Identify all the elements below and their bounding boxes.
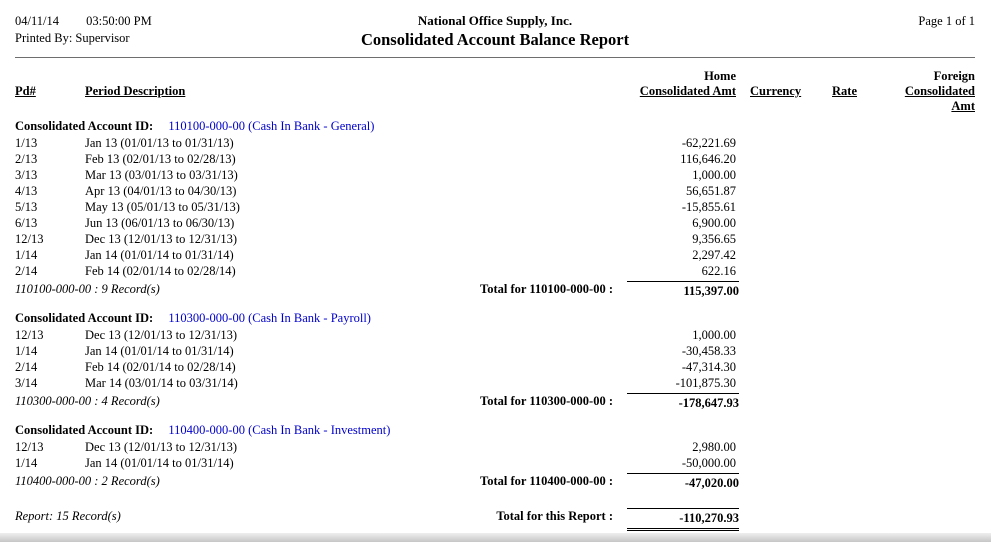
period-cell: 2/14 <box>15 264 38 278</box>
period-description-cell: Jan 14 (01/01/14 to 01/31/14) <box>85 456 234 470</box>
period-description-cell: Dec 13 (12/01/13 to 12/31/13) <box>85 328 238 342</box>
printed-by-value: Supervisor <box>75 31 130 45</box>
header-divider <box>15 57 975 58</box>
period-description-cell: Apr 13 (04/01/13 to 04/30/13) <box>85 184 237 198</box>
period-cell: 6/13 <box>15 216 38 230</box>
period-cell: 12/13 <box>15 232 44 246</box>
section-record-count: 110400-000-00 : 2 Record(s) <box>15 474 160 488</box>
col-pd-header: Pd# <box>15 84 36 98</box>
report-date: 04/11/14 <box>15 14 59 28</box>
col-foreign-consolidated-amt-header: Consolidated Amt <box>904 84 975 113</box>
table-row <box>15 151 975 167</box>
account-section <box>15 117 975 300</box>
table-row <box>15 167 975 183</box>
home-amount-cell: -62,221.69 <box>681 136 736 150</box>
home-amount-cell: 1,000.00 <box>692 168 736 182</box>
period-description-cell: Jun 13 (06/01/13 to 06/30/13) <box>85 216 235 230</box>
period-description-cell: Mar 14 (03/01/14 to 03/31/14) <box>85 376 238 390</box>
home-amount-cell: 622.16 <box>701 264 736 278</box>
table-row <box>15 263 975 279</box>
column-headers <box>15 69 975 114</box>
col-home-consolidated-amt-header: Consolidated Amt <box>639 84 736 98</box>
period-description-cell: Feb 14 (02/01/14 to 02/28/14) <box>85 264 236 278</box>
home-amount-cell: 6,900.00 <box>692 216 736 230</box>
period-cell: 1/13 <box>15 136 38 150</box>
table-row <box>15 231 975 247</box>
period-cell: 4/13 <box>15 184 38 198</box>
home-amount-cell: 2,980.00 <box>692 440 736 454</box>
report-record-count: Report: 15 Record(s) <box>15 509 121 523</box>
period-cell: 1/14 <box>15 344 38 358</box>
home-amount-cell: -15,855.61 <box>681 200 736 214</box>
home-amount-cell: 56,651.87 <box>686 184 736 198</box>
period-cell: 2/14 <box>15 360 38 374</box>
section-total-amount: 115,397.00 <box>627 281 750 300</box>
col-currency-header: Currency <box>750 84 802 98</box>
col-home-header: Home <box>704 69 736 83</box>
section-total-label: Total for 110100-000-00 : <box>480 282 613 296</box>
home-amount-cell: -50,000.00 <box>681 456 736 470</box>
period-description-cell: May 13 (05/01/13 to 05/31/13) <box>85 200 240 214</box>
company-name: National Office Supply, Inc. <box>417 13 573 28</box>
section-record-count: 110300-000-00 : 4 Record(s) <box>15 394 160 408</box>
account-id-label: Consolidated Account ID: <box>15 311 154 325</box>
period-cell: 12/13 <box>15 440 44 454</box>
section-record-count: 110100-000-00 : 9 Record(s) <box>15 282 160 296</box>
table-row <box>15 439 975 455</box>
section-total-amount: -178,647.93 <box>627 393 750 412</box>
report-header <box>15 13 975 50</box>
table-row <box>15 327 975 343</box>
period-description-cell: Dec 13 (12/01/13 to 12/31/13) <box>85 440 238 454</box>
section-total-label: Total for 110300-000-00 : <box>480 394 613 408</box>
home-amount-cell: -101,875.30 <box>675 376 736 390</box>
viewport-bottom-strip <box>0 533 991 542</box>
printed-by-label: Printed By: <box>15 31 73 45</box>
account-id-link[interactable]: 110300-000-00 (Cash In Bank - Payroll) <box>168 311 371 325</box>
period-description-cell: Feb 13 (02/01/13 to 02/28/13) <box>85 152 236 166</box>
account-section <box>15 309 975 412</box>
account-id-link[interactable]: 110100-000-00 (Cash In Bank - General) <box>168 119 375 133</box>
table-row <box>15 375 975 391</box>
page-indicator: Page 1 of 1 <box>918 14 975 28</box>
period-cell: 3/14 <box>15 376 38 390</box>
period-cell: 1/14 <box>15 456 38 470</box>
col-rate-header: Rate <box>832 84 857 98</box>
table-row <box>15 343 975 359</box>
home-amount-cell: -30,458.33 <box>681 344 736 358</box>
report-footer <box>15 508 975 531</box>
period-cell: 2/13 <box>15 152 38 166</box>
period-cell: 1/14 <box>15 248 38 262</box>
report-total-amount: -110,270.93 <box>627 508 750 531</box>
home-amount-cell: 2,297.42 <box>692 248 736 262</box>
period-description-cell: Feb 14 (02/01/14 to 02/28/14) <box>85 360 236 374</box>
col-period-description-header: Period Description <box>85 84 186 98</box>
account-id-label: Consolidated Account ID: <box>15 119 154 133</box>
table-row <box>15 199 975 215</box>
home-amount-cell: 116,646.20 <box>680 152 736 166</box>
report-time: 03:50:00 PM <box>86 14 152 28</box>
period-description-cell: Mar 13 (03/01/13 to 03/31/13) <box>85 168 238 182</box>
home-amount-cell: 1,000.00 <box>692 328 736 342</box>
table-row <box>15 183 975 199</box>
col-foreign-header: Foreign <box>933 69 975 83</box>
account-section <box>15 421 975 492</box>
home-amount-cell: -47,314.30 <box>681 360 736 374</box>
table-row <box>15 359 975 375</box>
section-total-amount: -47,020.00 <box>627 473 750 492</box>
account-id-label: Consolidated Account ID: <box>15 423 154 437</box>
account-id-link[interactable]: 110400-000-00 (Cash In Bank - Investment) <box>168 423 391 437</box>
period-description-cell: Jan 14 (01/01/14 to 01/31/14) <box>85 248 234 262</box>
home-amount-cell: 9,356.65 <box>692 232 736 246</box>
report-title: Consolidated Account Balance Report <box>360 30 630 49</box>
period-cell: 3/13 <box>15 168 38 182</box>
section-total-label: Total for 110400-000-00 : <box>480 474 613 488</box>
table-row <box>15 455 975 471</box>
table-row <box>15 215 975 231</box>
period-description-cell: Jan 14 (01/01/14 to 01/31/14) <box>85 344 234 358</box>
period-description-cell: Dec 13 (12/01/13 to 12/31/13) <box>85 232 238 246</box>
report-total-label: Total for this Report : <box>496 509 613 523</box>
period-cell: 5/13 <box>15 200 38 214</box>
period-cell: 12/13 <box>15 328 44 342</box>
table-row <box>15 247 975 263</box>
table-row <box>15 135 975 151</box>
period-description-cell: Jan 13 (01/01/13 to 01/31/13) <box>85 136 234 150</box>
